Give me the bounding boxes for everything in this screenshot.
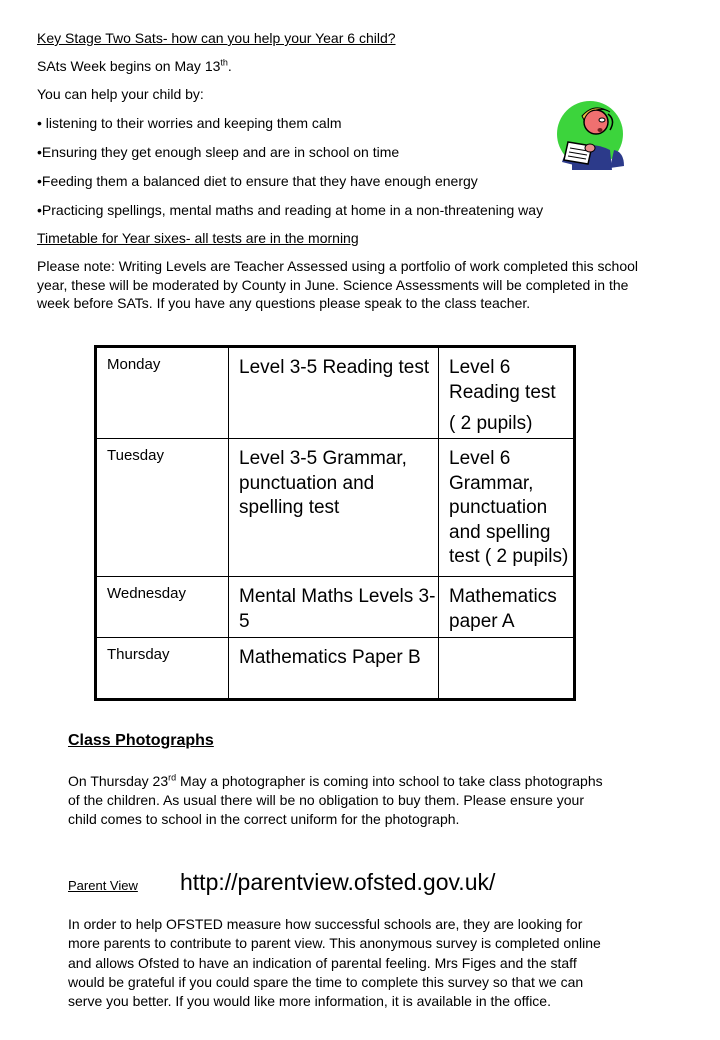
test-cell: Mathematics paper A xyxy=(439,577,575,638)
test-cell: Level 3-5 Grammar, punctuation and spelling test xyxy=(229,439,439,577)
parent-view-text: In order to help OFSTED measure how successful schools are, they are looking for more parents to contribute to parent view. This anonymous survey is completed online and allows Ofsted to have an indication of parental feeling. Mrs Figes and the staff would be grateful if you could spare the time to complete this survey so that we can serve you better. If you would like more information, it is available in the office. xyxy=(68,916,601,1010)
table-row-wednesday xyxy=(96,577,575,638)
table-row-thursday xyxy=(96,638,575,700)
table-row-monday xyxy=(96,347,575,439)
table-row-tuesday xyxy=(96,439,575,577)
sats-week-sup: th xyxy=(220,57,228,68)
day-cell: Monday xyxy=(96,347,229,439)
test-cell: Level 3-5 Reading test xyxy=(229,347,439,439)
test-name: Level 6 Reading test xyxy=(449,357,556,403)
sats-week-suffix: . xyxy=(227,58,232,74)
empty-cell xyxy=(439,638,575,700)
test-cell: Mathematics Paper B xyxy=(229,638,439,700)
help-intro: You can help your child by: xyxy=(37,86,204,102)
help-item-diet: •Feeding them a balanced diet to ensure that they have enough energy xyxy=(37,173,478,189)
day-cell: Tuesday xyxy=(96,439,229,577)
class-photographs-text xyxy=(68,772,608,829)
parent-view-label: Parent View xyxy=(68,878,138,893)
sats-week-line xyxy=(37,57,232,75)
timetable-heading: Timetable for Year sixes- all tests are in the morning xyxy=(37,230,359,246)
day-cell: Thursday xyxy=(96,638,229,700)
test-cell-level6: Level 6 Grammar, punctuation and spelling test ( 2 pupils) xyxy=(439,439,575,577)
pupil-count: ( 2 pupils) xyxy=(449,413,533,434)
day-cell: Wednesday xyxy=(96,577,229,638)
timetable-table xyxy=(94,345,576,701)
photos-text-sup: rd xyxy=(168,772,177,783)
timetable-note: Please note: Writing Levels are Teacher Assessed using a portfolio of work completed this school year, these will be moderated by County in June. Science Assessments will be completed in the week before SATs. If you have any questions please speak to the class teacher. xyxy=(37,258,639,311)
photos-text-rest: May a photographer is coming into school to take class photographs of the children. As usual there will be no obligation to buy them. Please ensure your child comes to school in the correct uniform for the photograph. xyxy=(68,773,603,827)
parent-view-url[interactable]: http://parentview.ofsted.gov.uk/ xyxy=(180,869,496,895)
photos-text-start: On Thursday 23 xyxy=(68,773,169,789)
help-item-sleep: •Ensuring they get enough sleep and are in school on time xyxy=(37,144,400,160)
class-photographs-heading: Class Photographs xyxy=(68,732,214,749)
test-cell-level6 xyxy=(439,347,575,439)
page-title: Key Stage Two Sats- how can you help your Year 6 child? xyxy=(37,30,396,46)
sats-week-text: SAts Week begins on May 13 xyxy=(37,58,221,74)
help-item-calm: • listening to their worries and keeping them calm xyxy=(37,115,342,131)
child-reading-book-icon xyxy=(554,100,628,170)
help-item-practice: •Practicing spellings, mental maths and reading at home in a non-threatening way xyxy=(37,202,544,218)
test-cell: Mental Maths Levels 3-5 xyxy=(229,577,439,638)
